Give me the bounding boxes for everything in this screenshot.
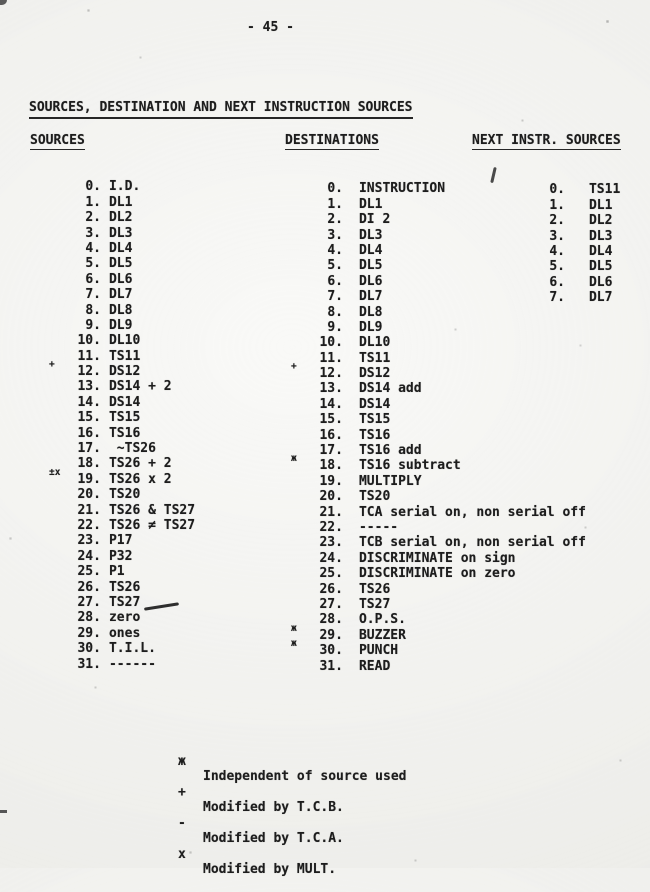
item-number: 25. xyxy=(77,564,101,580)
item-label: DISCRIMINATE on zero xyxy=(358,566,516,582)
item-number: 10. xyxy=(77,333,101,349)
item-label: DL6 xyxy=(358,273,383,289)
item-label: DL2 xyxy=(108,210,133,226)
item-number: 1. xyxy=(549,197,565,213)
item-label: DS14 xyxy=(108,394,141,410)
item-number: 21. xyxy=(319,504,343,520)
item-number: 3. xyxy=(85,225,101,241)
list-item xyxy=(30,564,195,595)
list-item xyxy=(268,428,586,459)
list-item xyxy=(268,412,586,443)
item-number: 12. xyxy=(319,366,343,382)
item-number: 23. xyxy=(77,533,101,549)
item-number: 15. xyxy=(319,412,343,428)
item-label: TS11 xyxy=(588,182,621,198)
list-item xyxy=(268,453,586,489)
item-number: 2. xyxy=(327,212,343,228)
item-number: 14. xyxy=(77,394,101,410)
item-label: DL10 xyxy=(108,333,141,349)
list-item xyxy=(268,489,586,520)
item-number: 2. xyxy=(85,210,101,226)
item-number: 27. xyxy=(319,596,343,612)
list-item xyxy=(30,210,195,241)
item-number: 29. xyxy=(77,625,101,641)
item-number: 26. xyxy=(77,579,101,595)
list-item xyxy=(30,333,195,364)
item-label: TS16 subtract xyxy=(358,458,461,474)
next-instr-sources-list xyxy=(495,167,621,306)
item-label: TS26 + 2 xyxy=(108,456,172,472)
item-number: 7. xyxy=(549,290,565,306)
item-number: 0. xyxy=(85,179,101,195)
item-label: ------ xyxy=(108,656,156,672)
footnote-text: Modified by T.C.B. xyxy=(203,800,344,815)
list-item xyxy=(268,535,586,566)
item-label: DL8 xyxy=(358,304,383,320)
list-item xyxy=(495,244,620,275)
list-item xyxy=(495,275,620,306)
footnote-symbol: x xyxy=(178,847,186,862)
item-number: 6. xyxy=(549,274,565,290)
item-label: TS26 ≠ TS27 xyxy=(108,518,196,533)
item-label: TCB serial on, non serial off xyxy=(358,535,586,551)
item-label: DL3 xyxy=(588,228,613,244)
item-label: TS26 x 2 xyxy=(108,471,172,487)
item-number: 3. xyxy=(327,227,343,243)
item-label: DL6 xyxy=(588,274,613,290)
item-number: 24. xyxy=(319,550,343,566)
item-label: TS26 xyxy=(358,581,391,597)
item-label: ----- xyxy=(358,520,399,535)
item-label: DL2 xyxy=(588,213,613,229)
item-number: 4. xyxy=(85,240,101,256)
item-number: 28. xyxy=(319,612,343,628)
list-item xyxy=(268,397,586,428)
item-number: 13. xyxy=(77,379,101,395)
list-item xyxy=(30,466,195,503)
item-number: 9. xyxy=(85,317,101,333)
item-number: 11. xyxy=(77,348,101,364)
item-label: TS16 xyxy=(108,425,141,441)
item-label: ~TS26 xyxy=(108,441,156,457)
item-number: 8. xyxy=(327,304,343,320)
item-number: 20. xyxy=(77,487,101,503)
item-label: DL5 xyxy=(108,256,133,272)
item-label: DL9 xyxy=(358,319,383,335)
item-label: MULTIPLY xyxy=(358,473,422,489)
item-label: TS16 add xyxy=(358,443,422,459)
list-item xyxy=(30,503,196,533)
sources-list xyxy=(30,164,196,672)
list-item xyxy=(268,520,586,551)
footnote-text: Modified by T.C.A. xyxy=(203,831,344,846)
list-item xyxy=(30,272,195,303)
list-item xyxy=(495,259,620,290)
item-label: TS20 xyxy=(108,487,141,503)
item-number: 28. xyxy=(77,610,101,626)
item-number: 0. xyxy=(549,182,565,198)
item-number: 3. xyxy=(549,228,565,244)
item-number: 18. xyxy=(77,456,101,472)
item-label: P32 xyxy=(108,548,133,564)
list-item xyxy=(30,179,195,210)
footnote-marker: ж xyxy=(291,638,297,650)
item-number: 7. xyxy=(85,287,101,303)
item-label: TS27 xyxy=(358,596,391,612)
item-number: 4. xyxy=(549,243,565,259)
item-number: 6. xyxy=(327,273,343,289)
item-label: DL9 xyxy=(108,317,133,333)
item-label: DS14 add xyxy=(358,381,422,397)
item-number: 1. xyxy=(85,194,101,210)
scan-artifact xyxy=(0,810,7,813)
item-label: DL3 xyxy=(108,225,133,241)
footnote-text: Modified by MULT. xyxy=(203,862,337,877)
item-label: TCA serial on, non serial off xyxy=(358,504,586,520)
item-label: DL10 xyxy=(358,335,391,351)
list-item xyxy=(30,410,195,441)
item-number: 5. xyxy=(85,256,101,272)
item-label: DL5 xyxy=(588,259,613,275)
item-number: 21. xyxy=(77,502,101,518)
item-label: DL5 xyxy=(358,258,383,274)
list-item xyxy=(30,533,195,564)
item-label: TS15 xyxy=(108,410,141,426)
list-item xyxy=(268,320,586,351)
list-item xyxy=(268,505,586,535)
list-item xyxy=(495,229,620,259)
item-number: 27. xyxy=(77,594,101,610)
footnote-marker: ±x xyxy=(49,466,61,478)
list-item xyxy=(495,198,620,229)
item-label: P17 xyxy=(108,533,133,549)
item-label: DL1 xyxy=(358,196,383,212)
item-label: TS15 xyxy=(358,412,391,428)
item-label: DI 2 xyxy=(358,212,391,228)
list-item xyxy=(268,443,586,474)
column-header-sources: SOURCES xyxy=(30,133,85,148)
item-label: TS20 xyxy=(358,489,391,505)
list-item xyxy=(268,597,586,628)
item-number: 5. xyxy=(549,259,565,275)
item-number: 22. xyxy=(319,520,343,535)
item-label: TS11 xyxy=(358,350,391,366)
item-label: READ xyxy=(358,658,391,674)
list-item xyxy=(30,359,195,395)
item-label: DISCRIMINATE on sign xyxy=(358,550,516,566)
item-number: 14. xyxy=(319,396,343,412)
footnote-marker: + xyxy=(291,361,297,373)
page-title: SOURCES, DESTINATION AND NEXT INSTRUCTION SOURCES xyxy=(29,100,413,119)
list-item xyxy=(268,612,586,643)
item-number: 25. xyxy=(319,566,343,582)
item-number: 6. xyxy=(85,271,101,287)
list-item xyxy=(268,622,586,659)
list-item xyxy=(268,474,586,505)
list-item xyxy=(30,395,195,426)
list-item xyxy=(30,518,195,549)
list-item xyxy=(268,335,586,366)
item-number: 29. xyxy=(319,627,343,643)
list-item xyxy=(30,580,195,610)
item-label: ones xyxy=(108,625,141,641)
list-item xyxy=(268,638,586,674)
item-label: DL8 xyxy=(108,302,133,318)
item-number: 8. xyxy=(85,302,101,318)
list-item xyxy=(30,626,195,657)
item-label: I.D. xyxy=(108,179,141,195)
item-number: 24. xyxy=(77,548,101,564)
item-number: 23. xyxy=(319,535,343,551)
item-label: DL7 xyxy=(588,290,613,306)
list-item xyxy=(495,213,620,244)
list-item xyxy=(30,610,195,641)
item-number: 1. xyxy=(327,196,343,212)
footnote-symbol: ж xyxy=(178,754,186,769)
column-header-next-instr-sources: NEXT INSTR. SOURCES xyxy=(472,133,621,148)
item-label: TS11 xyxy=(108,348,141,364)
item-label: DL4 xyxy=(108,240,133,256)
list-item xyxy=(30,195,195,226)
list-item xyxy=(268,305,586,335)
item-number: 19. xyxy=(319,473,343,489)
list-item xyxy=(30,318,195,349)
item-number: 22. xyxy=(77,518,101,533)
item-label: DL3 xyxy=(358,227,383,243)
list-item xyxy=(30,164,195,195)
item-label: DS14 xyxy=(358,396,391,412)
list-item xyxy=(30,426,195,457)
footnote-symbol: + xyxy=(178,785,186,800)
item-label: PUNCH xyxy=(358,643,399,659)
item-number: 0. xyxy=(327,181,343,197)
item-label: DL7 xyxy=(108,287,133,303)
item-label: DL4 xyxy=(588,243,613,259)
list-item xyxy=(30,303,195,333)
footnote-marker: ж xyxy=(291,622,297,634)
item-number: 18. xyxy=(319,458,343,474)
item-number: 5. xyxy=(327,258,343,274)
item-label: T.I.L. xyxy=(108,641,156,657)
item-number: 31. xyxy=(77,656,101,672)
item-number: 10. xyxy=(319,335,343,351)
item-label: TS16 xyxy=(358,427,391,443)
item-number: 16. xyxy=(319,427,343,443)
item-label: DL7 xyxy=(358,289,383,305)
item-number: 13. xyxy=(319,381,343,397)
scan-artifact xyxy=(0,0,7,5)
item-label: DL1 xyxy=(108,194,133,210)
item-number: 16. xyxy=(77,425,101,441)
item-label: DS14 + 2 xyxy=(108,379,172,395)
item-label: DS12 xyxy=(358,366,391,382)
item-number: 17. xyxy=(319,443,343,459)
item-label: zero xyxy=(108,610,141,626)
item-label: TS26 & TS27 xyxy=(108,502,196,518)
item-number: 20. xyxy=(319,489,343,505)
list-item xyxy=(30,441,195,472)
list-item xyxy=(495,182,620,213)
item-number: 19. xyxy=(77,471,101,487)
footnote-text: Independent of source used xyxy=(203,769,407,784)
item-number: 9. xyxy=(327,319,343,335)
item-label: TS26 xyxy=(108,579,141,595)
footnote-marker: ж xyxy=(291,453,297,465)
item-label: DL6 xyxy=(108,271,133,287)
list-item xyxy=(268,381,586,412)
list-item xyxy=(30,487,196,518)
list-item xyxy=(268,566,586,597)
item-label: DS12 xyxy=(108,364,141,380)
item-number: 2. xyxy=(549,213,565,229)
item-label: TS27 xyxy=(108,594,141,610)
list-item xyxy=(30,379,195,410)
item-label: DL1 xyxy=(588,197,613,213)
list-item xyxy=(30,241,195,272)
footnote-symbol: - xyxy=(178,816,186,831)
item-number: 7. xyxy=(327,289,343,305)
item-number: 17. xyxy=(77,441,101,457)
item-label: BUZZER xyxy=(358,627,406,643)
item-label: P1 xyxy=(108,564,125,580)
list-item xyxy=(30,226,195,256)
list-item xyxy=(495,167,621,198)
column-header-destinations: DESTINATIONS xyxy=(285,133,379,148)
item-number: 30. xyxy=(319,643,343,659)
list-item xyxy=(268,551,586,582)
item-number: 26. xyxy=(319,581,343,597)
list-item xyxy=(268,351,586,382)
list-item xyxy=(268,582,586,612)
item-label: DL4 xyxy=(358,242,383,258)
item-label: O.P.S. xyxy=(358,612,406,628)
scan-speckles xyxy=(0,0,1,1)
list-item xyxy=(30,287,195,318)
list-item xyxy=(30,641,195,672)
item-number: 4. xyxy=(327,242,343,258)
item-number: 11. xyxy=(319,350,343,366)
list-item xyxy=(30,549,195,580)
item-number: 31. xyxy=(319,658,343,674)
item-number: 12. xyxy=(77,364,101,380)
item-number: 15. xyxy=(77,410,101,426)
list-item xyxy=(30,256,195,287)
page-number: - 45 - xyxy=(247,20,294,35)
item-number: 30. xyxy=(77,641,101,657)
item-label: INSTRUCTION xyxy=(358,181,446,197)
footnote-marker: + xyxy=(49,359,55,371)
list-item xyxy=(268,361,586,397)
